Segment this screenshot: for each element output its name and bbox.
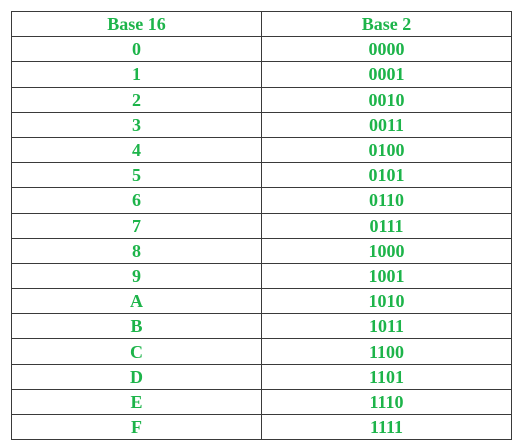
hex-cell: 1 (12, 62, 262, 87)
table-row (12, 314, 512, 339)
hex-binary-table (11, 11, 512, 440)
binary-cell: 0110 (262, 188, 512, 213)
hex-cell: 9 (12, 263, 262, 288)
table-row (12, 364, 512, 389)
table-row (12, 238, 512, 263)
hex-cell: 2 (12, 87, 262, 112)
hex-cell: A (12, 289, 262, 314)
hex-cell: F (12, 415, 262, 440)
hex-cell: 5 (12, 163, 262, 188)
header-base16: Base 16 (12, 12, 262, 37)
hex-cell: E (12, 389, 262, 414)
hex-cell: C (12, 339, 262, 364)
table-row (12, 62, 512, 87)
hex-cell: 8 (12, 238, 262, 263)
table-row (12, 188, 512, 213)
binary-cell: 0001 (262, 62, 512, 87)
hex-cell: B (12, 314, 262, 339)
table-row (12, 415, 512, 440)
table-row (12, 289, 512, 314)
table-row (12, 339, 512, 364)
table-row (12, 389, 512, 414)
hex-cell: 0 (12, 37, 262, 62)
binary-cell: 1010 (262, 289, 512, 314)
binary-cell: 1111 (262, 415, 512, 440)
binary-cell: 0000 (262, 37, 512, 62)
binary-cell: 1011 (262, 314, 512, 339)
table-row (12, 163, 512, 188)
table-row (12, 87, 512, 112)
hex-cell: 4 (12, 137, 262, 162)
table-row (12, 37, 512, 62)
binary-cell: 1000 (262, 238, 512, 263)
table-row (12, 263, 512, 288)
binary-cell: 1101 (262, 364, 512, 389)
table-row (12, 137, 512, 162)
hex-cell: 6 (12, 188, 262, 213)
binary-cell: 0101 (262, 163, 512, 188)
hex-cell: 7 (12, 213, 262, 238)
binary-cell: 0010 (262, 87, 512, 112)
binary-cell: 0100 (262, 137, 512, 162)
binary-cell: 0011 (262, 112, 512, 137)
hex-cell: 3 (12, 112, 262, 137)
binary-cell: 0111 (262, 213, 512, 238)
header-base2: Base 2 (262, 12, 512, 37)
binary-cell: 1001 (262, 263, 512, 288)
hex-cell: D (12, 364, 262, 389)
table-row (12, 112, 512, 137)
table-row (12, 213, 512, 238)
binary-cell: 1100 (262, 339, 512, 364)
binary-cell: 1110 (262, 389, 512, 414)
table-header-row (12, 12, 512, 37)
